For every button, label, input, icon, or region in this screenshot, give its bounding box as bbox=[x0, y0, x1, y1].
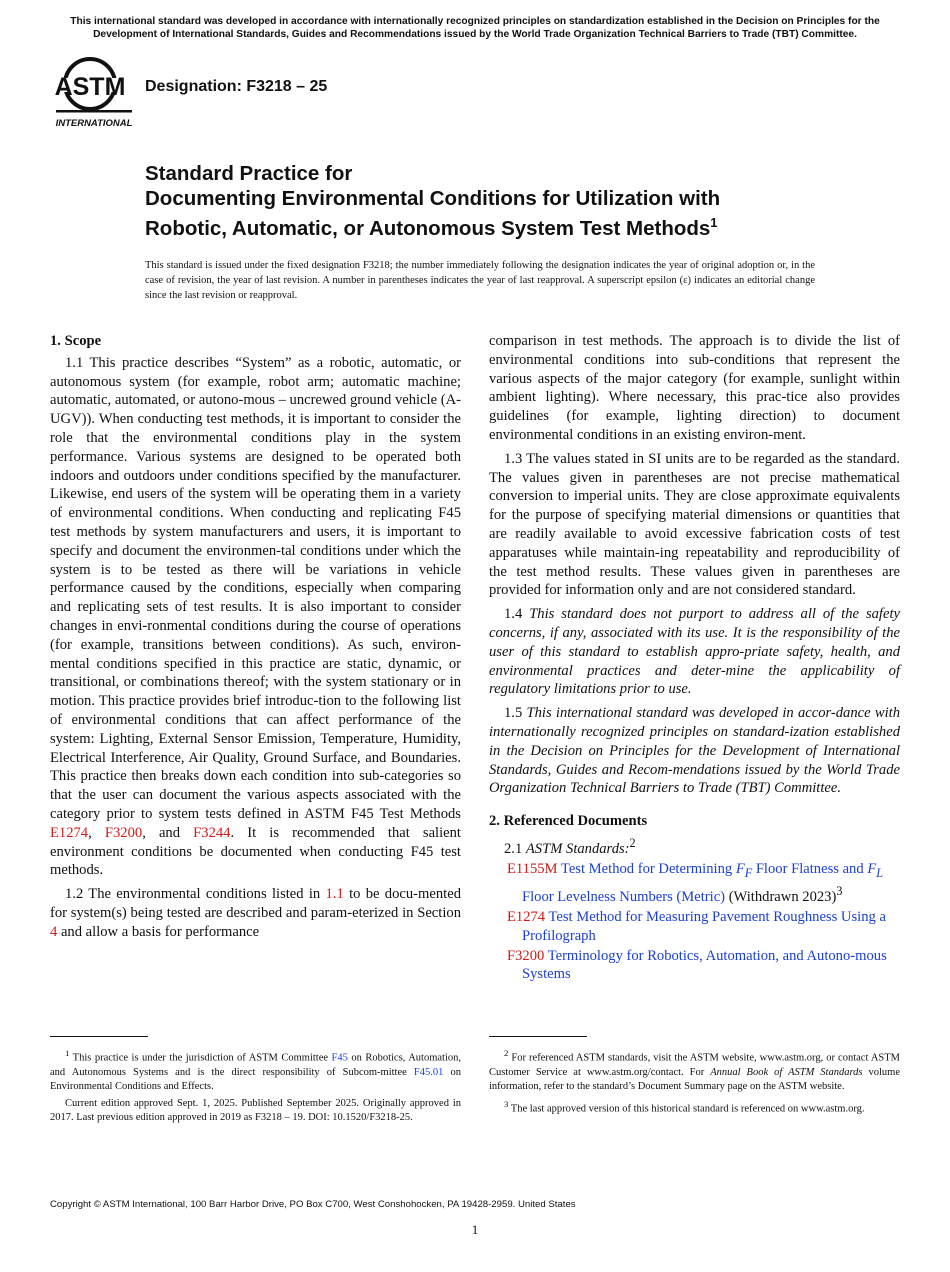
paragraph-1-3: 1.3 The values stated in SI units are to be regarded as the standard. The values given in parentheses are not precise mathematical conversion to imperial units. They are close approximate equivalents for the purpose of specifying material dimensions or quantities that are readily available to avoid excessive fabrication costs of test apparatuses while maintain-ing repeatability and reproducibility of the test method results. These values given in parentheses are provided for information only and are not considered standard. bbox=[489, 450, 900, 599]
section-link-4[interactable]: 4 bbox=[50, 923, 58, 940]
title-footnote-mark: 1 bbox=[710, 215, 718, 230]
footnote-3: $^3$ The last approved version of this historical standard is referenced on www.astm.org. bbox=[504, 1098, 865, 1114]
issuance-statement: This standard is issued under the fixed designation F3218; the number immediately following the designation indicates the year of original adoption or, in the case of revision, the year of last revision. A number in parentheses indicates the year of last reapproval. A superscript epsilon (ε) indicates an editorial change since the last revision or reapproval. bbox=[145, 260, 815, 301]
copyright-footer: Copyright © ASTM International, 100 Barr Harbor Drive, PO Box C700, West Conshohocken, PA 19428-2959. United States bbox=[50, 1199, 576, 1210]
paragraph-1-2: 1.2 The environmental conditions listed in 1.1 to be docu-mented for system(s) being tested are described and param-eterized in Section 4 and allow a basis for performance bbox=[50, 886, 461, 940]
right-column bbox=[489, 332, 900, 985]
title-line-2: Documenting Environmental Conditions for Utilization with bbox=[145, 186, 721, 210]
ref-link-e1274[interactable]: E1274 bbox=[50, 824, 89, 841]
page-number: 1 bbox=[471, 1222, 479, 1237]
committee-link-f45[interactable]: F45 bbox=[331, 1052, 348, 1064]
paragraph-1-5: 1.5 This international standard was developed in accor-dance with internationally recognized principles on standard-ization established in the Decision on Principles for the Development of International Standards, Guides and Recom-mendations issued by the World Trade Organization Technical Barriers to Trade (TBT) Committee. bbox=[489, 705, 900, 797]
footnote-rule-left bbox=[50, 1036, 148, 1037]
reference-e1274[interactable]: E1274 Test Method for Measuring Pavement Roughness Using a Profilograph bbox=[507, 908, 886, 944]
footnote-2: $^2$ For referenced ASTM standards, visit the ASTM website, www.astm.org, or contact ASTM Customer Service at www.astm.org/contact. For Annual Book of ASTM Standards volume information, refer to the standard’s Document Summary page on the ASTM website. bbox=[489, 1048, 900, 1092]
footnotes-right bbox=[489, 1046, 900, 1119]
title-line-3: Robotic, Automatic, or Autonomous System Test Methods$^1$ bbox=[145, 215, 718, 240]
reference-f3200[interactable]: F3200 Terminology for Robotics, Automation, and Autono-mous Systems bbox=[507, 947, 887, 983]
left-column bbox=[50, 332, 461, 947]
logo-subtext: INTERNATIONAL bbox=[55, 118, 133, 129]
footnote-rule-right bbox=[489, 1036, 587, 1037]
astm-logo-mark bbox=[54, 54, 134, 132]
paragraph-1-4: 1.4 This standard does not purport to address all of the safety concerns, if any, associated with its use. It is the responsibility of the user of this standard to establish appro-priate safety, health, and environmental practices and deter-mine the applicability of regulatory limitations prior to use. bbox=[489, 606, 900, 698]
paragraph-1-2-continued: comparison in test methods. The approach is to divide the list of environmental conditions into sub-conditions that represent the various aspects of the major category (for example, sunlight within ambient lighting). Where necessary, this prac-tice also provides guidelines (for example, lighting direction) to document environmental conditions in an existing environ-ment. bbox=[489, 333, 900, 443]
footnote-1: $^1$ This practice is under the jurisdiction of ASTM Committee F45 on Robotics, Automation, and Autonomous Systems and is the direct responsibility of Subcom-mittee F45.01 on Environmental Conditions and Effects. bbox=[50, 1048, 462, 1092]
reference-e1155m[interactable]: E1155M Test Method for Determining $F_F$ Floor Flatness and $F_L$ Floor Levelness Numbers (Metric) (Withdrawn 2023)$^3$ bbox=[507, 860, 883, 906]
section-heading-scope: 1. Scope bbox=[50, 333, 102, 349]
ref-link-f3200[interactable]: F3200 bbox=[104, 824, 143, 841]
section-heading-referenced-documents: 2. Referenced Documents bbox=[489, 813, 648, 830]
footnote-1-edition: Current edition approved Sept. 1, 2025. Published September 2025. Originally approved in 2017. Last previous edition approved in 2019 as F3218 – 19. DOI: 10.1520/F3218-25. bbox=[50, 1097, 461, 1123]
section-link-1-1[interactable]: 1.1 bbox=[325, 886, 344, 903]
document-title bbox=[145, 162, 845, 241]
reference-list bbox=[489, 860, 900, 985]
paragraph-1-1: 1.1 This practice describes “System” as a robotic, automatic, or autonomous system (for example, robot arm; automatic machine; automatic, automated, or autono-mous – uncrewed ground vehicle (A-UGV)). When conducting test methods, it is important to consider the role that the environmental conditions play in the system performance. Various systems are designed to be operated both indoors and outdoors under conditions specified by the manufacturer. Likewise, end users of the system will be operating them in a variety of environmental conditions. When conducting and replicating F45 test methods by system manufacturers and users, it is important to specify and document the environmen-tal conditions under which the system is to be tested as there will be variations in vehicle performance caused by the conditions, especially when comparing and replicating sets of test results. It is also important to consider changes in envi-ronmental conditions during the course of operations (for example, transitions between conditions). As such, environ-mental conditions specified in this practice are static, dynamic, or transitional, or combinations thereof; with the system stationary or in motion. This practice provides brief introduc-tion to the following list of environmental conditions that can affect performance of the system: Lighting, External Sensor Emission, Temperature, Humidity, Electrical Interference, Air Quality, Ground Surface, and Boundaries. This practice then breaks down each condition into sub-categories so that the user can document the various aspects associated with the category prior to system tests defined in ASTM F45 Test Methods E1274, F3200, and F3244. It is recommended that salient environment conditions be documented when conducting F45 test methods. bbox=[50, 354, 461, 879]
subsection-astm-standards: 2.1 ASTM Standards:$^2$ bbox=[504, 835, 636, 857]
title-line-1: Standard Practice for bbox=[145, 162, 353, 185]
designation: Designation: F3218 – 25 bbox=[145, 78, 328, 95]
logo-text: ASTM bbox=[54, 73, 126, 101]
top-notice: This international standard was developed in accordance with internationally recognized principles on standardization established in the Decision on Principles for the Development of International Standards, Guides and Recommendations issued by the World Trade Organization Technical Barriers to Trade (TBT) Committee. bbox=[70, 16, 880, 40]
ref-link-f3244[interactable]: F3244 bbox=[193, 824, 231, 841]
astm-logo bbox=[54, 54, 134, 132]
footnotes-left bbox=[50, 1046, 461, 1128]
subcommittee-link-f45-01[interactable]: F45.01 bbox=[413, 1066, 444, 1078]
